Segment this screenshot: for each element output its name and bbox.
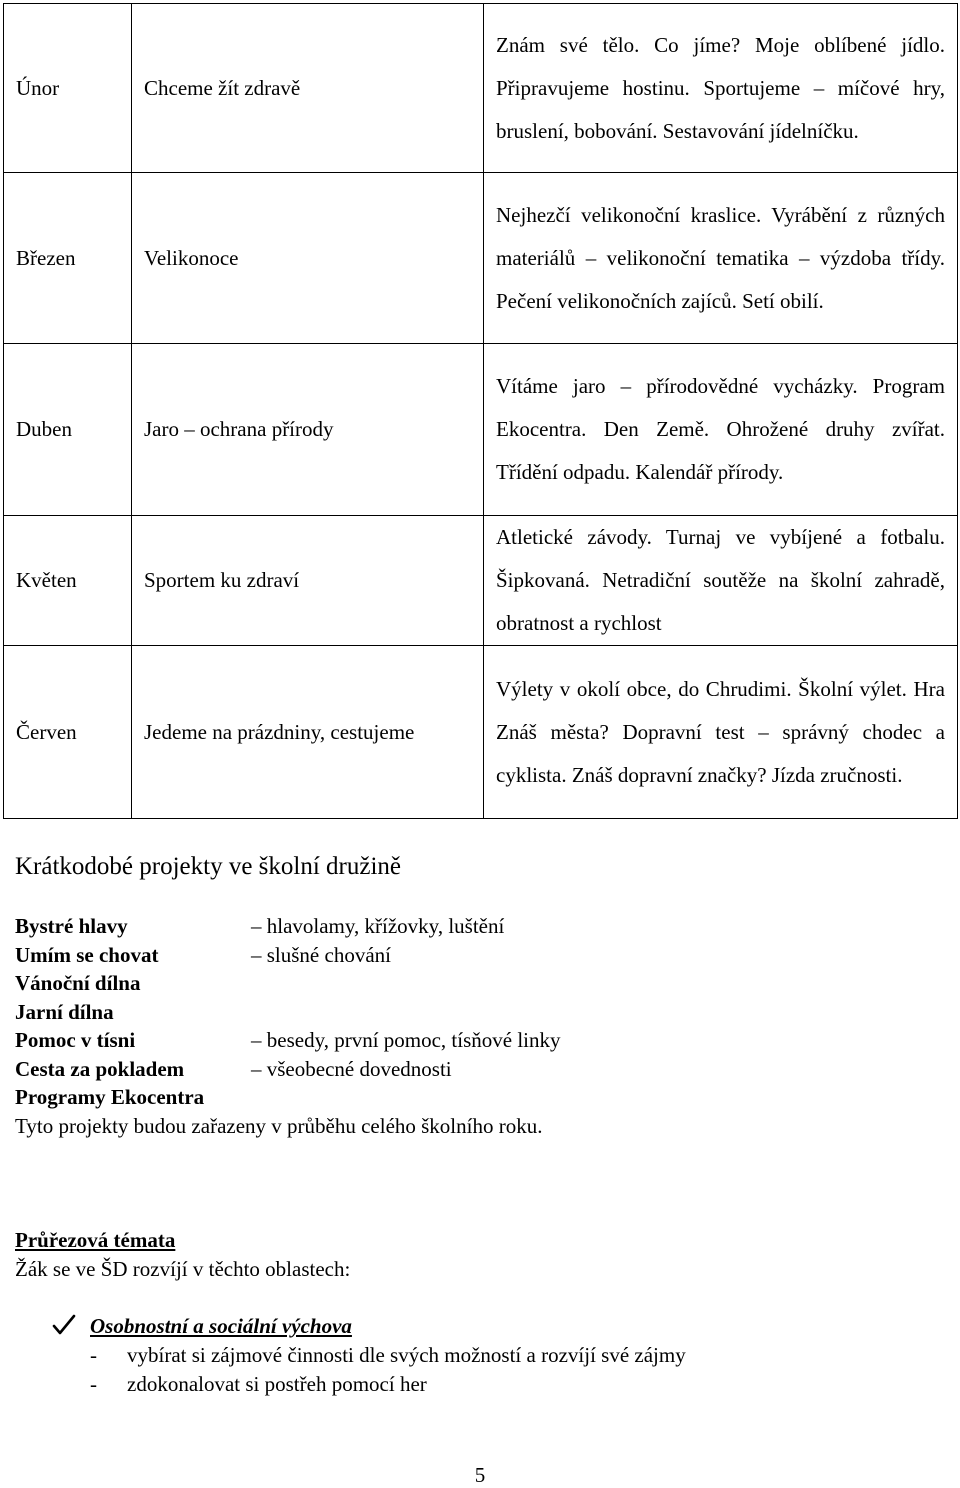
- table-row: [4, 4, 958, 173]
- theme-cell: Jaro – ochrana přírody: [132, 344, 484, 516]
- month-cell: Červen: [4, 646, 132, 819]
- project-note: – slušné chování: [251, 942, 391, 967]
- project-note: – všeobecné dovednosti: [251, 1056, 452, 1081]
- project-note: – hlavolamy, křížovky, luštění: [251, 914, 505, 938]
- project-name: Vánoční dílna: [15, 971, 141, 995]
- list-item: [15, 912, 945, 941]
- page-number: 5: [474, 1463, 486, 1487]
- month-cell: Květen: [4, 516, 132, 646]
- list-item: [15, 1083, 945, 1112]
- short-projects-heading: Krátkodobé projekty ve školní družině: [15, 853, 402, 880]
- table-row: [4, 516, 958, 646]
- table-row: [4, 646, 958, 819]
- cross-topics-intro: Žák se ve ŠD rozvíjí v těchto oblastech:: [15, 1257, 351, 1281]
- theme-cell: Chceme žít zdravě: [132, 4, 484, 173]
- short-projects-list: [15, 912, 945, 1140]
- list-item: [15, 1026, 945, 1055]
- project-name: Pomoc v tísni: [15, 1028, 136, 1052]
- project-name: Programy Ekocentra: [15, 1085, 205, 1109]
- description-cell: Atletické závody. Turnaj ve vybíjené a fotbalu. Šipkovaná. Netradiční soutěže na školní zahradě, obratnost a rychlost: [484, 516, 958, 646]
- month-cell: Únor: [4, 4, 132, 173]
- projects-closing-text: Tyto projekty budou zařazeny v průběhu celého školního roku.: [15, 1113, 543, 1138]
- cross-topic-title: Osobnostní a sociální výchova: [90, 1314, 352, 1338]
- project-note: – besedy, první pomoc, tísňové linky: [251, 1028, 561, 1052]
- bullet-dash: -: [90, 1372, 97, 1396]
- month-cell: Duben: [4, 344, 132, 516]
- list-item: [15, 998, 945, 1027]
- description-cell: Nejhezčí velikonoční kraslice. Vyrábění z různých materiálů – velikonoční tematika – výzdoba třídy. Pečení velikonočních zajíců. Setí obilí.: [484, 173, 958, 344]
- description-cell: Znám své tělo. Co jíme? Moje oblíbené jídlo. Připravujeme hostinu. Sportujeme – míčové hry, bruslení, bobování. Sestavování jídelníčku.: [484, 4, 958, 173]
- table-row: [4, 173, 958, 344]
- description-cell: Výlety v okolí obce, do Chrudimi. Školní výlet. Hra Znáš města? Dopravní test – správný chodec a cyklista. Znáš dopravní značky? Jízda zručnosti.: [484, 646, 958, 819]
- bullet-text: vybírat si zájmové činnosti dle svých možností a rozvíjí své zájmy: [127, 1343, 686, 1367]
- month-cell: Březen: [4, 173, 132, 344]
- list-item: [15, 969, 945, 998]
- project-name: Cesta za pokladem: [15, 1056, 185, 1081]
- bullet-dash: -: [90, 1343, 97, 1367]
- bullet-text: zdokonalovat si postřeh pomocí her: [127, 1372, 427, 1396]
- table-row: [4, 344, 958, 516]
- theme-cell: Jedeme na prázdniny, cestujeme: [132, 646, 484, 819]
- project-name: Bystré hlavy: [15, 914, 128, 938]
- theme-cell: Velikonoce: [132, 173, 484, 344]
- theme-cell: Sportem ku zdraví: [132, 516, 484, 646]
- monthly-themes-table: [3, 3, 958, 819]
- project-name: Umím se chovat: [15, 942, 159, 967]
- list-item: [15, 1055, 945, 1084]
- project-name: Jarní dílna: [15, 999, 114, 1024]
- cross-topics-heading: Průřezová témata: [15, 1228, 176, 1252]
- list-item: [15, 941, 945, 970]
- checkmark-icon: [52, 1314, 76, 1336]
- description-cell: Vítáme jaro – přírodovědné vycházky. Program Ekocentra. Den Země. Ohrožené druhy zvířat. Třídění odpadu. Kalendář přírody.: [484, 344, 958, 516]
